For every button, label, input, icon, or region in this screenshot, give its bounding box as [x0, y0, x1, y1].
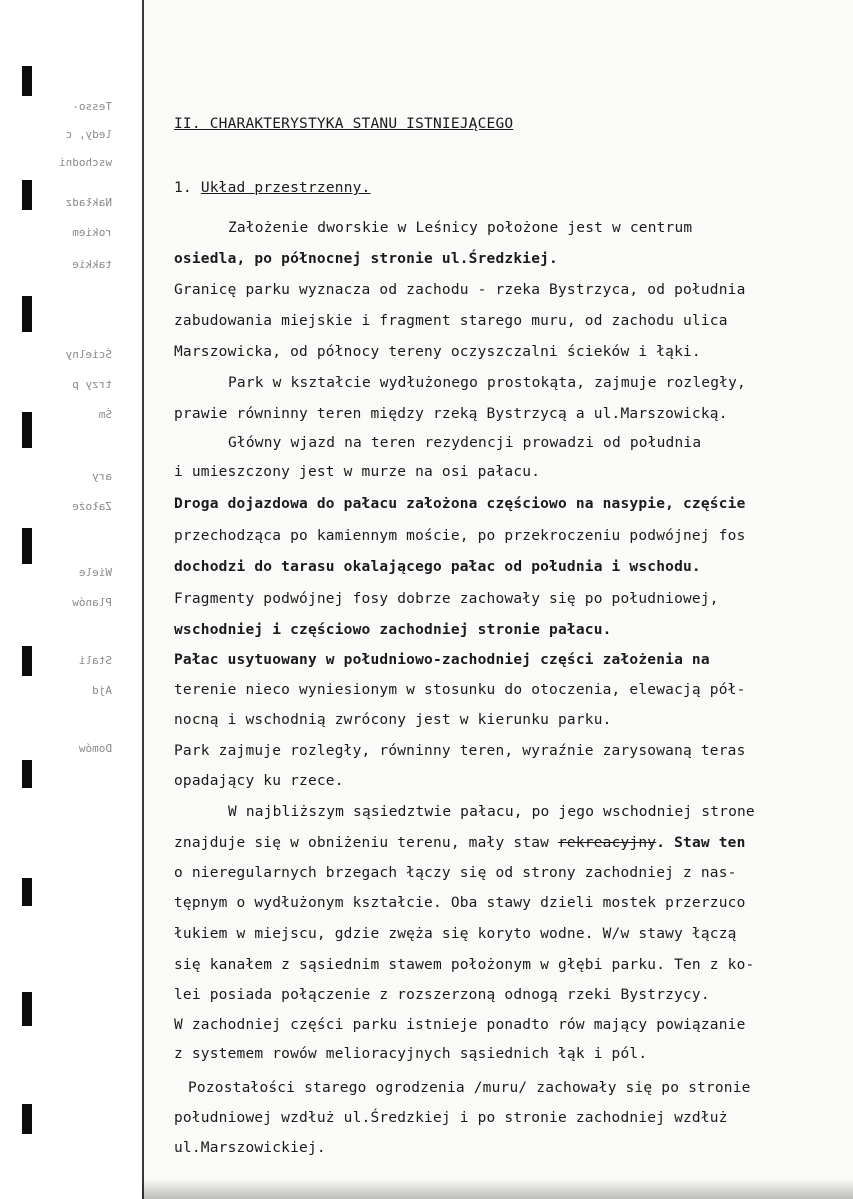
- bleed-through-text: ledy, c: [65, 128, 112, 141]
- paragraph-line: Fragmenty podwójnej fosy dobrze zachowały się po południowej,: [174, 591, 719, 607]
- paragraph-line: opadający ku rzece.: [174, 773, 344, 789]
- paragraph-line: łukiem w miejscu, gdzie zwęża się koryto wodne. W/w stawy łączą: [174, 926, 737, 942]
- bleed-through-text: Wiele: [78, 566, 112, 579]
- struck-out-word: rekreacyjny: [558, 835, 657, 851]
- page-edge-shadow: [142, 0, 144, 1199]
- subsection-title: Układ przestrzenny.: [200, 180, 371, 196]
- paragraph-line: osiedla, po północnej stronie ul.Średzkiej.: [174, 251, 558, 267]
- paragraph-line: się kanałem z sąsiednim stawem położonym w głębi parku. Ten z ko-: [174, 957, 755, 973]
- paragraph-line: Granicę parku wyznacza od zachodu - rzeka Bystrzyca, od południa: [174, 282, 746, 298]
- paragraph-line: i umieszczony jest w murze na osi pałacu.: [174, 464, 541, 480]
- paragraph-line: przechodząca po kamiennym moście, po przekroczeniu podwójnej fos: [174, 528, 746, 544]
- paragraph-line: Park zajmuje rozległy, równinny teren, wyraźnie zarysowaną teras: [174, 743, 746, 759]
- paragraph-line: Marszowicka, od północy tereny oczyszczalni ścieków i łąki.: [174, 344, 701, 360]
- paragraph-line: W zachodniej części parku istnieje ponadto rów mający powiązanie: [174, 1017, 746, 1033]
- paragraph-line: zabudowania miejskie i fragment starego muru, od zachodu ulica: [174, 313, 728, 329]
- bleed-through-text: Założe: [72, 500, 112, 513]
- binding-mark: [22, 1104, 32, 1134]
- line-segment: . Staw ten: [656, 835, 746, 851]
- bleed-through-text: Stali: [78, 654, 112, 667]
- bleed-through-text: Planów: [72, 596, 112, 609]
- binding-mark: [22, 878, 32, 906]
- bleed-through-text: takkie: [72, 258, 112, 271]
- paragraph-line: Główny wjazd na teren rezydencji prowadzi od południa: [228, 435, 702, 451]
- paragraph-line: Park w kształcie wydłużonego prostokąta, zajmuje rozległy,: [228, 375, 746, 391]
- paragraph-line: prawie równinny teren między rzeką Bystrzycą a ul.Marszowicką.: [174, 406, 728, 422]
- bleed-through-text: ary: [92, 470, 112, 483]
- paragraph-line: Pozostałości starego ogrodzenia /muru/ zachowały się po stronie: [188, 1080, 751, 1096]
- paragraph-line: południowej wzdłuż ul.Średzkiej i po stronie zachodniej wzdłuż: [174, 1110, 728, 1126]
- paragraph-line: ul.Marszowickiej.: [174, 1140, 326, 1156]
- bleed-through-text: trzy p: [72, 378, 112, 391]
- binding-mark: [22, 296, 32, 332]
- subsection-number: 1.: [174, 180, 192, 196]
- paragraph-line: W najbliższym sąsiedztwie pałacu, po jego wschodniej strone: [228, 804, 755, 820]
- binding-mark: [22, 760, 32, 788]
- paragraph-line: lei posiada połączenie z rozszerzoną odnogą rzeki Bystrzycy.: [174, 987, 710, 1003]
- line-segment: znajduje się w obniżeniu terenu, mały staw: [174, 835, 550, 851]
- binding-mark: [22, 992, 32, 1026]
- subsection-heading: [174, 180, 370, 196]
- binding-mark: [22, 528, 32, 564]
- paragraph-line: [174, 833, 746, 853]
- section-heading: II. CHARAKTERYSTYKA STANU ISTNIEJĄCEGO: [174, 116, 514, 132]
- bleed-through-text: wschodni: [59, 156, 112, 169]
- bleed-through-text: Nakładz: [65, 196, 112, 209]
- bleed-through-text: Ścielny: [65, 348, 112, 361]
- scan-bottom-shadow: [142, 1179, 853, 1199]
- bleed-through-text: Tesso-: [72, 100, 112, 113]
- paragraph-line: nocną i wschodnią zwrócony jest w kierunku parku.: [174, 712, 612, 728]
- paragraph-line: Droga dojazdowa do pałacu założona częściowo na nasypie, częście: [174, 496, 746, 512]
- paragraph-line: z systemem rowów melioracyjnych sąsiednich łąk i pól.: [174, 1046, 648, 1062]
- binding-margin: [0, 0, 144, 1199]
- paragraph-line: dochodzi do tarasu okalającego pałac od południa i wschodu.: [174, 559, 701, 575]
- bleed-through-text: Domów: [78, 742, 112, 755]
- bleed-through-text: rokiem: [72, 226, 112, 239]
- paragraph-line: o nieregularnych brzegach łączy się od strony zachodniej z nas-: [174, 865, 737, 881]
- paragraph-line: Założenie dworskie w Leśnicy położone jest w centrum: [228, 220, 693, 236]
- paragraph-line: terenie nieco wyniesionym w stosunku do otoczenia, elewacją pół-: [174, 682, 746, 698]
- paragraph-line: Pałac usytuowany w południowo-zachodniej części założenia na: [174, 652, 710, 668]
- bleed-through-text: Śm: [98, 408, 112, 421]
- binding-mark: [22, 66, 32, 96]
- paragraph-line: wschodniej i częściowo zachodniej stronie pałacu.: [174, 622, 612, 638]
- paragraph-line: tępnym o wydłużonym kształcie. Oba stawy dzieli mostek przerzuco: [174, 895, 746, 911]
- bleed-through-text: Ajd: [92, 684, 112, 697]
